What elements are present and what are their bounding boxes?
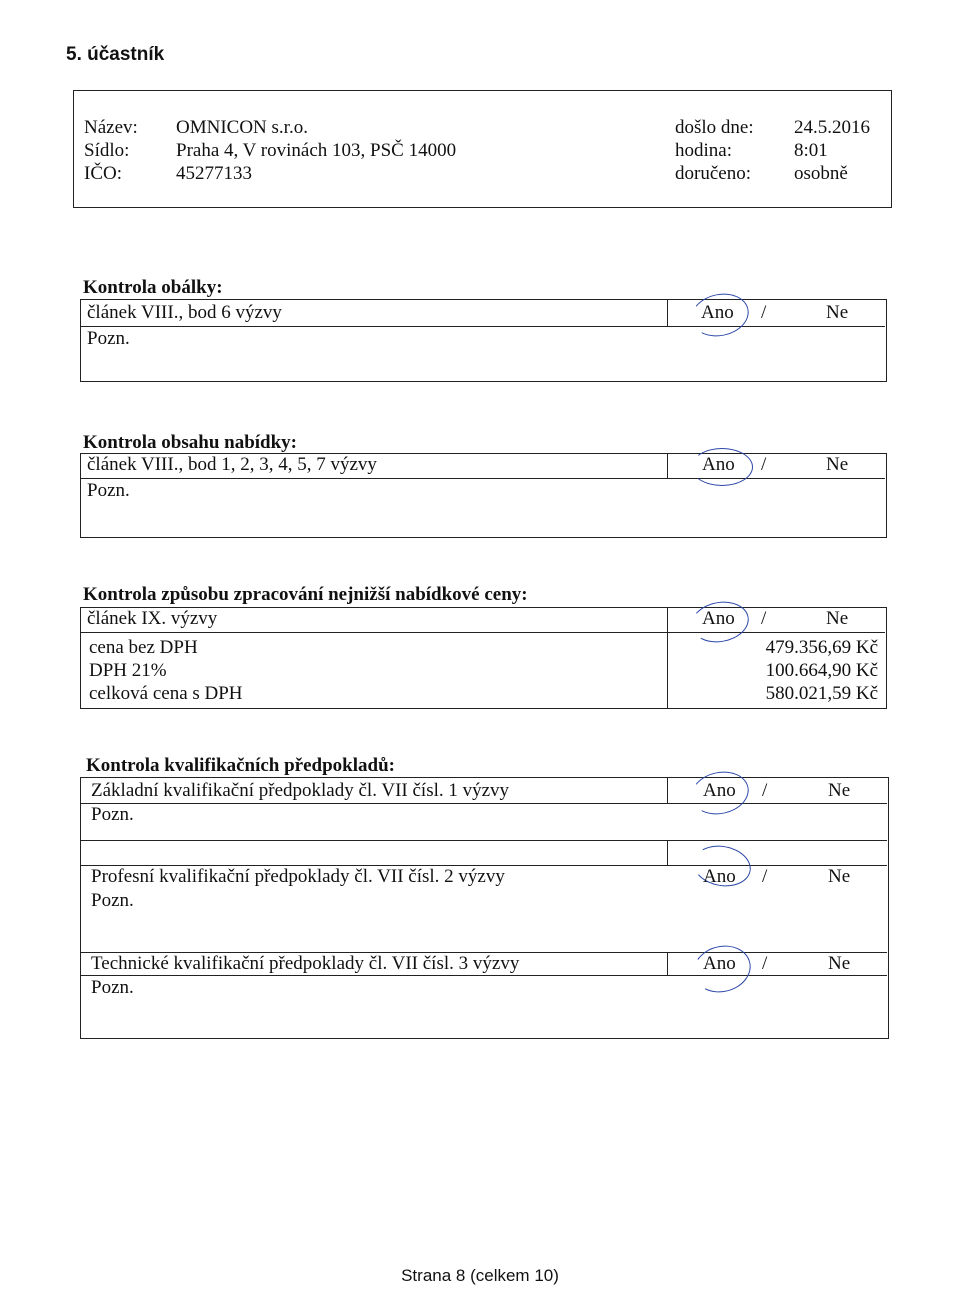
price-line-value: 580.021,59 Kč (765, 683, 878, 704)
page-footer: Strana 8 (celkem 10) (401, 1266, 559, 1285)
content-row-label: článek VIII., bod 1, 2, 3, 4, 5, 7 výzvy (87, 454, 377, 475)
envelope-note: Pozn. (87, 328, 130, 349)
content-slash: / (761, 454, 767, 475)
price-line-value: 479.356,69 Kč (765, 637, 878, 658)
delivered-label: doručeno: (675, 163, 751, 184)
envelope-slash: / (761, 302, 767, 323)
name-label: Název: (84, 117, 138, 138)
qualification-technical-note: Pozn. (91, 977, 134, 998)
content-divider (667, 454, 668, 478)
qualification-professional-note: Pozn. (91, 890, 134, 911)
basic-ano: Ano (703, 780, 736, 801)
basic-slash: / (762, 780, 768, 801)
content-box (80, 453, 887, 538)
price-line-label: DPH 21% (89, 660, 167, 681)
qualification-professional-divider (667, 840, 668, 866)
qualification-basic-note: Pozn. (91, 804, 134, 825)
qualification-basic-label: Základní kvalifikační předpoklady čl. VII čísl. 1 výzvy (91, 780, 510, 801)
envelope-title: Kontrola obálky: (83, 277, 223, 298)
technical-ne: Ne (828, 953, 851, 974)
seat-value: Praha 4, V rovinách 103, PSČ 14000 (176, 140, 457, 161)
qualification-title: Kontrola kvalifikačních předpokladů: (86, 755, 395, 776)
qualification-separator (81, 840, 887, 866)
ico-label: IČO: (84, 163, 122, 184)
price-ne: Ne (826, 608, 849, 629)
hour-value: 8:01 (794, 140, 828, 161)
content-ano: Ano (702, 454, 735, 475)
ico-value: 45277133 (176, 163, 252, 184)
qualification-technical-label: Technické kvalifikační předpoklady čl. VII čísl. 3 výzvy (91, 953, 520, 974)
name-value: OMNICON s.r.o. (176, 117, 308, 138)
basic-ne: Ne (828, 780, 851, 801)
content-note: Pozn. (87, 480, 130, 501)
received-label: došlo dne: (675, 117, 754, 138)
qualification-basic-divider (667, 778, 668, 803)
envelope-divider (667, 300, 668, 326)
received-value: 24.5.2016 (794, 117, 870, 138)
seat-label: Sídlo: (84, 140, 130, 161)
content-title: Kontrola obsahu nabídky: (83, 432, 298, 453)
price-ano: Ano (702, 608, 735, 629)
envelope-row-label: článek VIII., bod 6 výzvy (87, 302, 282, 323)
professional-ne: Ne (828, 866, 851, 887)
envelope-ne: Ne (826, 302, 849, 323)
qualification-box (80, 777, 889, 1039)
technical-slash: / (762, 953, 768, 974)
envelope-box (80, 299, 887, 382)
participant-box (73, 90, 892, 208)
professional-ano: Ano (703, 866, 736, 887)
price-divider (667, 608, 668, 708)
price-line-value: 100.664,90 Kč (765, 660, 878, 681)
hour-label: hodina: (675, 140, 732, 161)
qualification-professional-label: Profesní kvalifikační předpoklady čl. VII čísl. 2 výzvy (91, 866, 505, 887)
professional-slash: / (762, 866, 768, 887)
price-box (80, 607, 887, 709)
price-title: Kontrola způsobu zpracování nejnižší nabídkové ceny: (83, 584, 528, 605)
price-line-label: celková cena s DPH (89, 683, 243, 704)
price-slash: / (761, 608, 767, 629)
price-line-label: cena bez DPH (89, 637, 198, 658)
technical-ano: Ano (703, 953, 736, 974)
envelope-ano: Ano (701, 302, 734, 323)
delivered-value: osobně (794, 163, 848, 184)
content-ne: Ne (826, 454, 849, 475)
price-row-label: článek IX. výzvy (87, 608, 218, 629)
qualification-technical-divider (667, 952, 668, 975)
participant-heading: 5. účastník (66, 44, 165, 65)
